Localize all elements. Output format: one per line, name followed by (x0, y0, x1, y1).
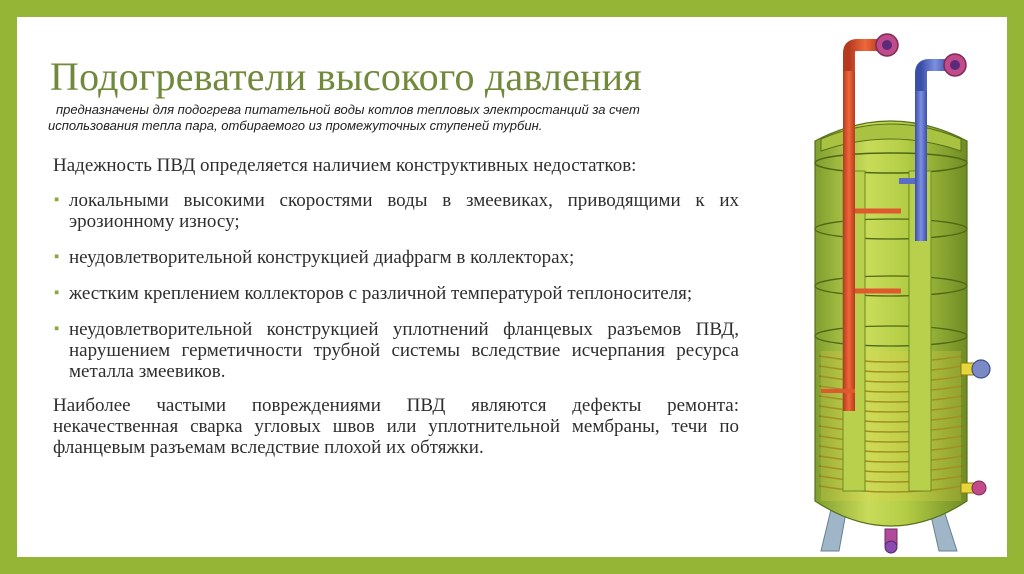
slide-subtitle (48, 102, 748, 134)
bullet-text: неудовлетворительной конструкцией уплотнений фланцевых разъемов ПВД, нарушением герметичности трубной системы вследствие исчерпания ресурса металла змеевиков. (69, 319, 739, 382)
subtitle-line-1: предназначены для подогрева питательной воды котлов тепловых электростанций за счет (56, 102, 640, 117)
conclusion-paragraph: Наиболее частыми повреждениями ПВД являются дефекты ремонта: некачественная сварка угловых швов или уплотнительной мембраны, течи по фланцевым разъемам вследствие плохой их обтяжки. (53, 395, 739, 458)
bullet-marker: ▪ (54, 285, 60, 301)
bullet-marker: ▪ (54, 192, 60, 208)
subtitle-line-2: использования тепла пара, отбираемого из промежуточных ступеней турбин. (48, 118, 543, 133)
bullet-marker: ▪ (54, 249, 60, 265)
bullet-text: локальными высокими скоростями воды в змеевиках, приводящими к их эрозионному износу; (69, 190, 739, 232)
slide-title: Подогреватели высокого давления (50, 54, 642, 99)
bullet-item (53, 247, 739, 268)
bullet-item (53, 283, 739, 304)
bullet-item (53, 319, 739, 382)
bullet-item (53, 190, 739, 232)
bullet-marker: ▪ (54, 321, 60, 337)
heater-vessel-illustration (781, 31, 1003, 557)
bullet-text: жестким креплением коллекторов с различной температурой теплоносителя; (69, 283, 693, 304)
slide (17, 17, 1007, 557)
slide-body (53, 155, 739, 472)
intro-paragraph: Надежность ПВД определяется наличием конструктивных недостатков: (53, 155, 637, 176)
bullet-text: неудовлетворительной конструкцией диафрагм в коллекторах; (69, 247, 575, 268)
